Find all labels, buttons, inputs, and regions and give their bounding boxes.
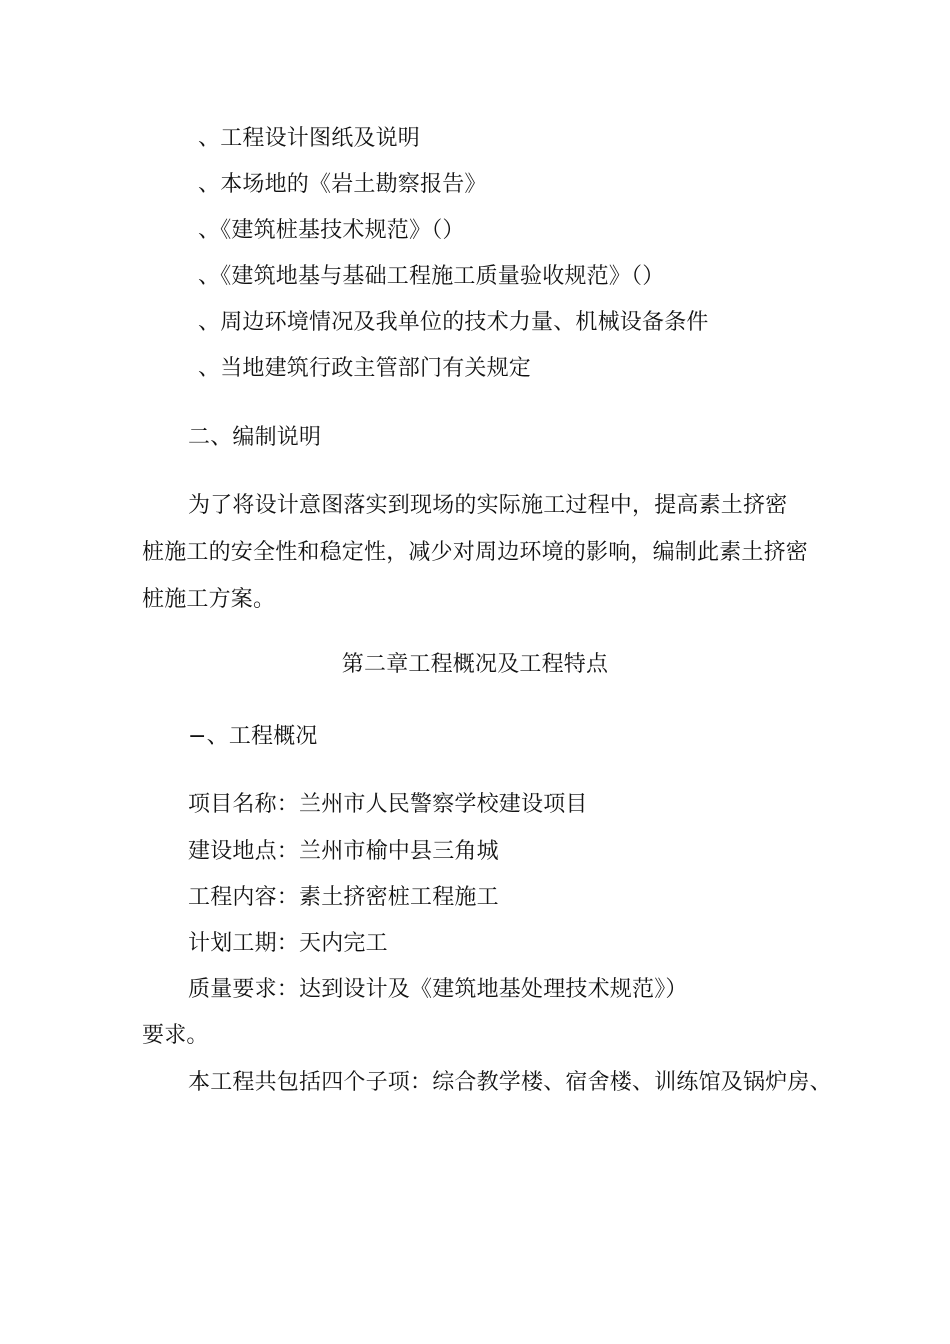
overview-item-quality: 质量要求：达到设计及《建筑地基处理技术规范》） bbox=[188, 977, 688, 1002]
overview-closing-line: 本工程共包括四个子项：综合教学楼、宿舍楼、训练馆及锅炉房、 bbox=[188, 1070, 832, 1095]
basis-item-1: 、工程设计图纸及说明 bbox=[198, 126, 421, 151]
overview-item-schedule: 计划工期：天内完工 bbox=[188, 931, 388, 956]
compile-paragraph-line-2: 桩施工的安全性和稳定性，减少对周边环境的影响，编制此素土挤密 bbox=[142, 540, 809, 565]
compile-paragraph-line-3: 桩施工方案。 bbox=[142, 587, 276, 612]
basis-item-6: 、当地建筑行政主管部门有关规定 bbox=[198, 356, 532, 381]
basis-item-3: 、《建筑桩基技术规范》（） bbox=[198, 218, 465, 243]
section-heading-compile: 二、编制说明 bbox=[188, 425, 322, 450]
basis-item-4: 、《建筑地基与基础工程施工质量验收规范》（） bbox=[198, 264, 665, 289]
compile-paragraph-line-1: 为了将设计意图落实到现场的实际施工过程中，提高素土挤密 bbox=[188, 493, 788, 518]
overview-item-quality-continuation: 要求。 bbox=[142, 1023, 209, 1048]
overview-item-content: 工程内容：素土挤密桩工程施工 bbox=[188, 885, 499, 910]
basis-item-2: 、本场地的《岩土勘察报告》 bbox=[198, 172, 487, 197]
chapter-title: 第二章工程概况及工程特点 bbox=[341, 652, 609, 677]
overview-item-location: 建设地点：兰州市榆中县三角城 bbox=[188, 839, 499, 864]
basis-item-5: 、周边环境情况及我单位的技术力量、机械设备条件 bbox=[198, 310, 709, 335]
section-heading-overview: −、工程概况 bbox=[188, 724, 318, 749]
overview-item-project-name: 项目名称：兰州市人民警察学校建设项目 bbox=[188, 792, 588, 817]
